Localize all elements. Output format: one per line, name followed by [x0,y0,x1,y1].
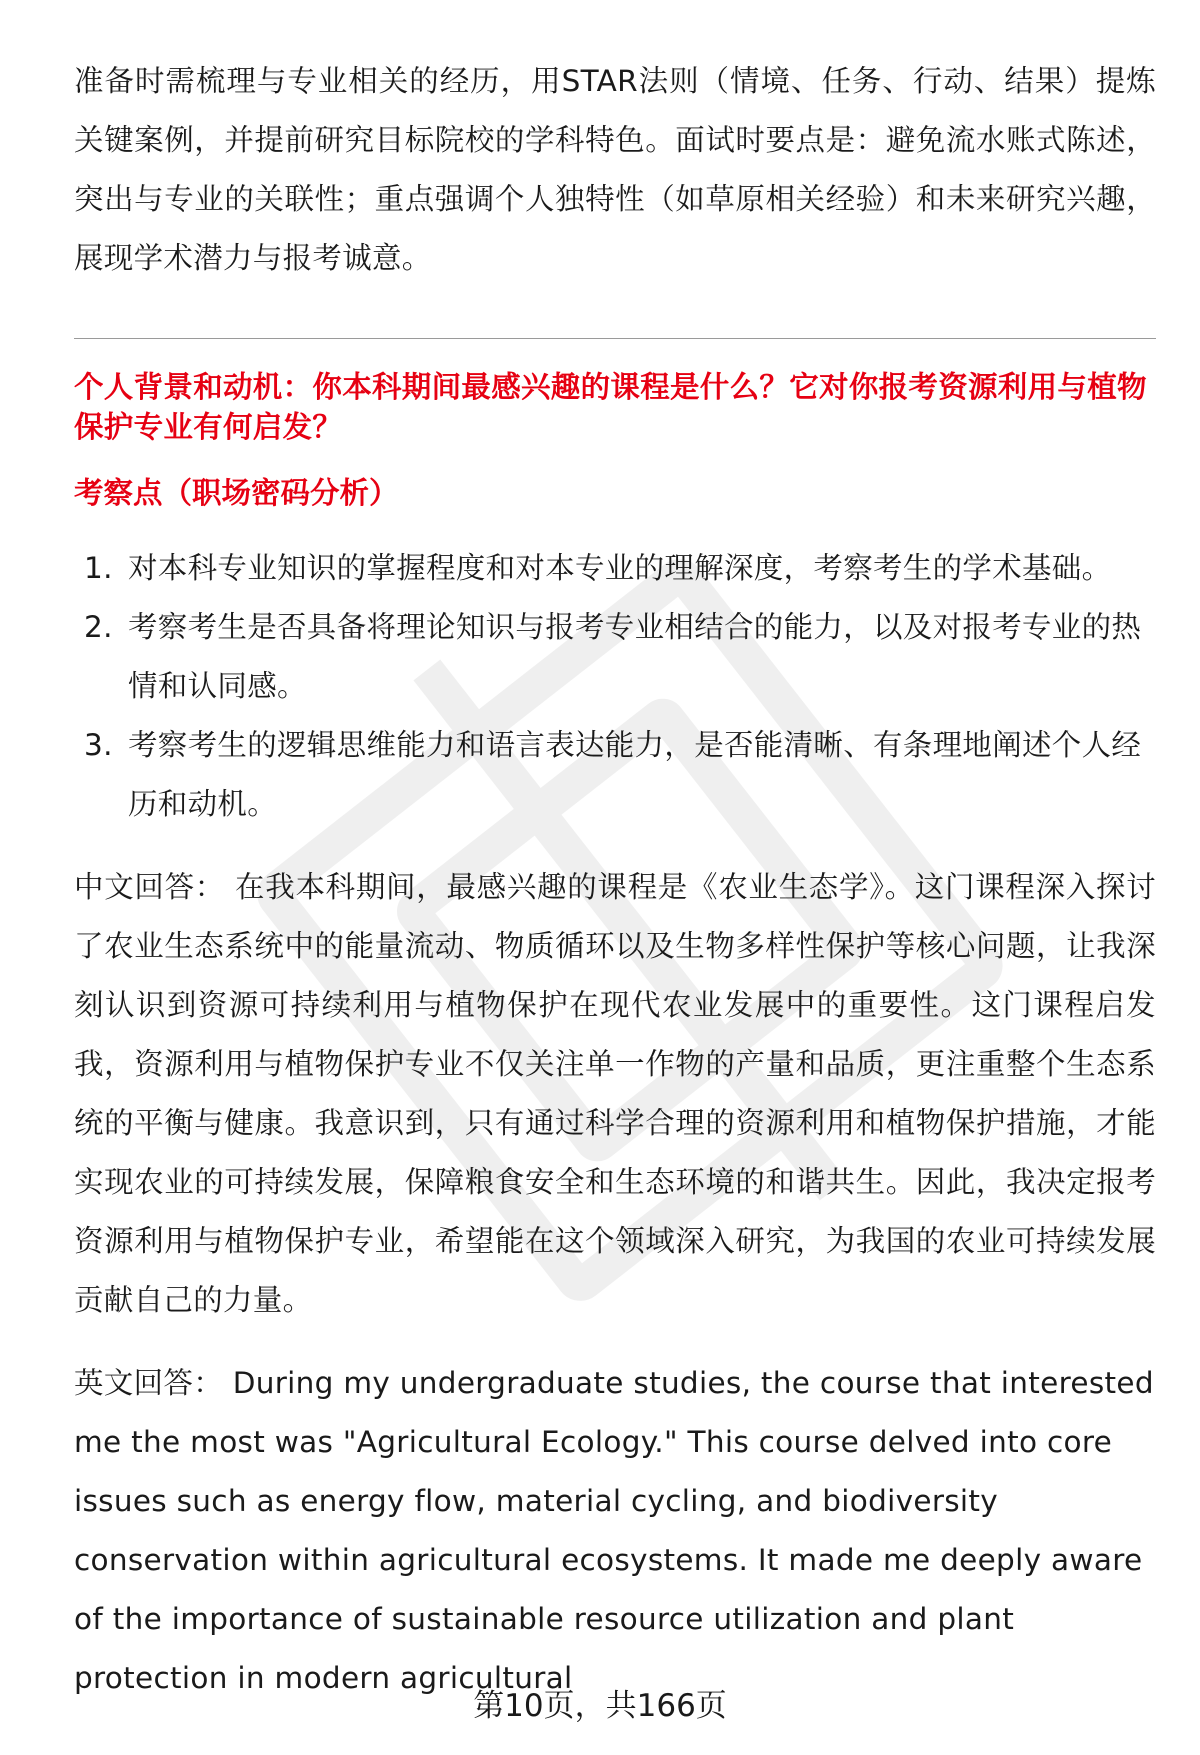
chinese-answer-label: 中文回答： [74,870,225,904]
english-answer [74,1354,1156,1708]
list-item-text: 考察考生是否具备将理论知识与报考专业相结合的能力，以及对报考专业的热情和认同感。 [128,610,1142,703]
list-number: 3. [84,728,113,762]
section-divider [74,338,1156,339]
list-number: 2. [84,610,113,644]
chinese-answer-text: 在我本科期间，最感兴趣的课程是《农业生态学》。这门课程深入探讨了农业生态系统中的能量流动、物质循环以及生物多样性保护等核心问题，让我深刻认识到资源可持续利用与植物保护在现代农业发展中的重要性。这门课程启发我，资源利用与植物保护专业不仅关注单一作物的产量和品质，更注重整个生态系统的平衡与健康。我意识到，只有通过科学合理的资源利用和植物保护措施，才能实现农业的可持续发展，保障粮食安全和生态环境的和谐共生。因此，我决定报考资源利用与植物保护专业，希望能在这个领域深入研究，为我国的农业可持续发展贡献自己的力量。 [74,870,1156,1317]
english-answer-text: During my undergraduate studies, the course that interested me the most was "Agricultural Ecology." This course delved into core issues such as energy flow, material cycling, and biodiversity conservation within agricultural ecosystems. It made me deeply aware of the importance of sustainable resource utilization and plant protection in modern agricultural [74,1366,1154,1695]
chinese-answer [74,858,1156,1330]
list-item-text: 考察考生的逻辑思维能力和语言表达能力，是否能清晰、有条理地阐述个人经历和动机。 [128,728,1142,821]
list-item-text: 对本科专业知识的掌握程度和对本专业的理解深度，考察考生的学术基础。 [128,551,1112,585]
page-number-footer: 第10页，共166页 [473,1688,727,1724]
assessment-list [74,539,1156,834]
question-heading: 个人背景和动机：你本科期间最感兴趣的课程是什么？它对你报考资源利用与植物保护专业有何启发？ [74,370,1147,444]
assessment-item [74,716,1156,834]
list-number: 1. [84,551,113,585]
intro-paragraph: 准备时需梳理与专业相关的经历，用STAR法则（情境、任务、行动、结果）提炼关键案例，并提前研究目标院校的学科特色。面试时要点是：避免流水账式陈述，突出与专业的关联性；重点强调个人独特性（如草原相关经验）和未来研究兴趣，展现学术潜力与报考诚意。 [74,64,1156,275]
assessment-item [74,598,1156,716]
english-answer-label: 英文回答： [74,1366,224,1400]
assessment-item [74,539,1156,598]
document-page [74,52,1156,1708]
assessment-heading: 考察点（职场密码分析） [74,476,399,510]
